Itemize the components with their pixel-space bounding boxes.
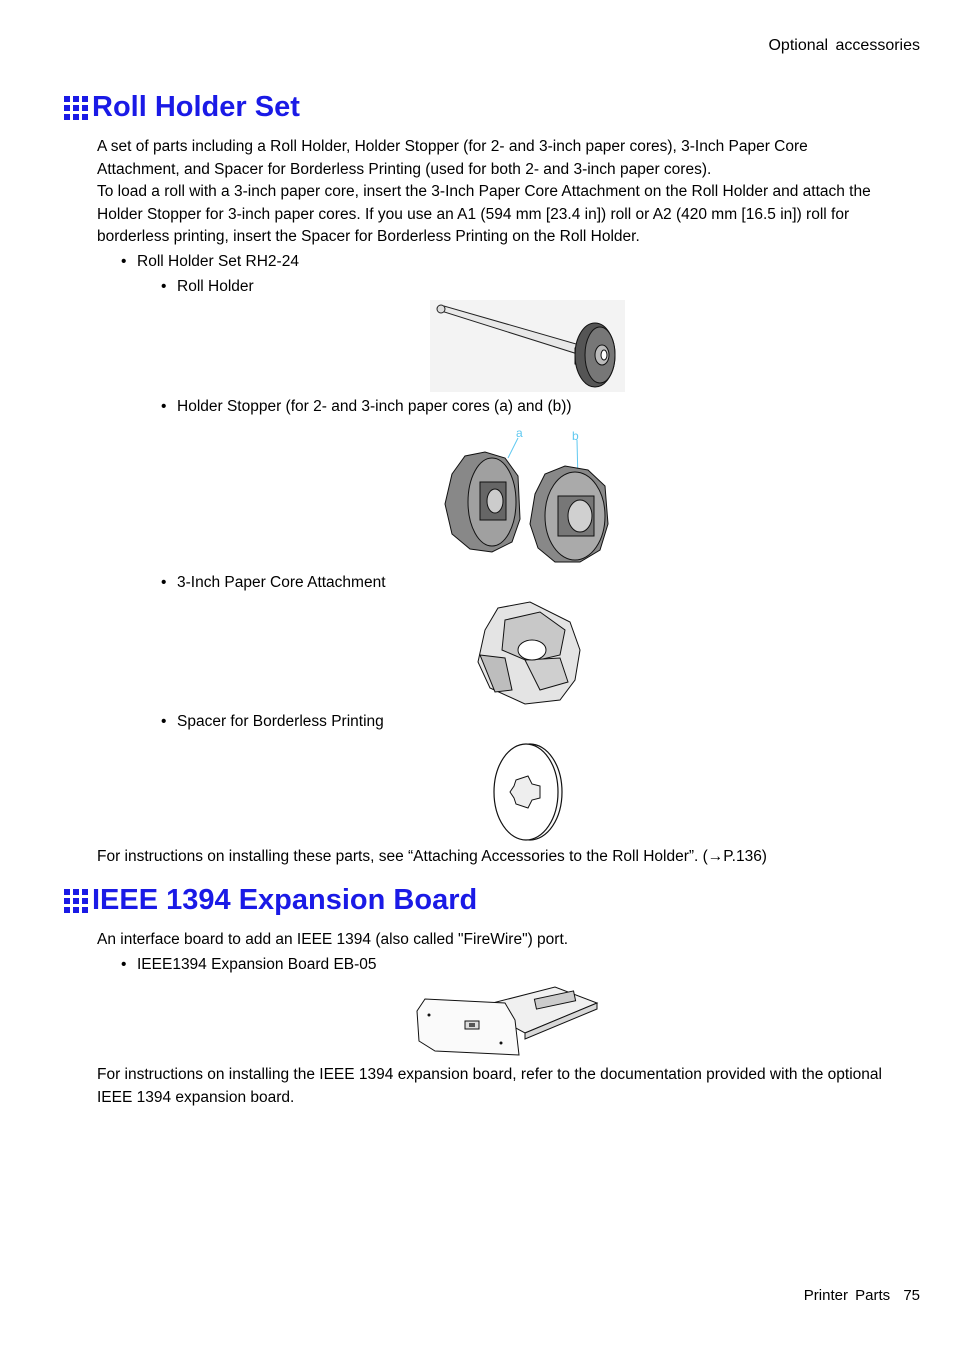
callout-b: b bbox=[572, 429, 579, 443]
section-title-roll-holder-set bbox=[64, 93, 300, 122]
roll-holder-instructions: For instructions on installing these parts, see “Attaching Accessories to the Roll Holder”. (→P.136) bbox=[97, 848, 767, 865]
ieee-instructions: For instructions on installing the IEEE 1394 expansion board, refer to the documentation provided with the optional IEEE 1394 expansion board. bbox=[97, 1066, 882, 1106]
running-header: Optional accessories bbox=[768, 37, 920, 54]
core-attachment-illustration bbox=[470, 600, 585, 705]
product-bullet-eb-05: • IEEE1394 Expansion Board EB-05 bbox=[137, 954, 377, 976]
item-bullet-spacer: • Spacer for Borderless Printing bbox=[177, 711, 384, 733]
section-title-ieee-1394 bbox=[64, 886, 477, 915]
expansion-board-illustration bbox=[415, 985, 600, 1060]
roll-holder-description-1: A set of parts including a Roll Holder, Holder Stopper (for 2- and 3-inch paper cores), 3-Inch Paper Core Attachment, and Spacer for Borderless Printing (used for both 2- and 3-inch paper cores). bbox=[97, 138, 808, 178]
page-number: 75 bbox=[903, 1287, 920, 1304]
running-footer bbox=[804, 1287, 920, 1304]
product-bullet-rh2-24: • Roll Holder Set RH2-24 bbox=[137, 251, 299, 273]
ieee-description: An interface board to add an IEEE 1394 (also called "FireWire") port. bbox=[97, 931, 569, 948]
grid-icon bbox=[64, 96, 88, 120]
callout-a: a bbox=[516, 426, 523, 440]
section-title-text: IEEE 1394 Expansion Board bbox=[92, 884, 478, 916]
holder-stopper-illustration bbox=[440, 424, 615, 569]
roll-holder-description-2: To load a roll with a 3-inch paper core, insert the 3-Inch Paper Core Attachment on the Roll Holder and attach the Holder Stopper for 3-inch paper cores. If you use an A1 (594 mm [23.4 in]) roll or A2 (420 mm [16.5 in]) roll for borderless printing, insert the Spacer for Borderless Printing on the Roll Holder. bbox=[97, 183, 871, 246]
item-bullet-core-attachment: • 3-Inch Paper Core Attachment bbox=[177, 572, 386, 594]
footer-chapter: Printer Parts bbox=[803, 1287, 891, 1304]
roll-holder-illustration bbox=[430, 300, 625, 392]
section-title-text: Roll Holder Set bbox=[92, 91, 300, 123]
item-bullet-holder-stopper: • Holder Stopper (for 2- and 3-inch paper cores (a) and (b)) bbox=[177, 396, 572, 418]
grid-icon bbox=[64, 889, 88, 913]
spacer-illustration bbox=[488, 740, 566, 844]
item-bullet-roll-holder: • Roll Holder bbox=[177, 276, 254, 298]
